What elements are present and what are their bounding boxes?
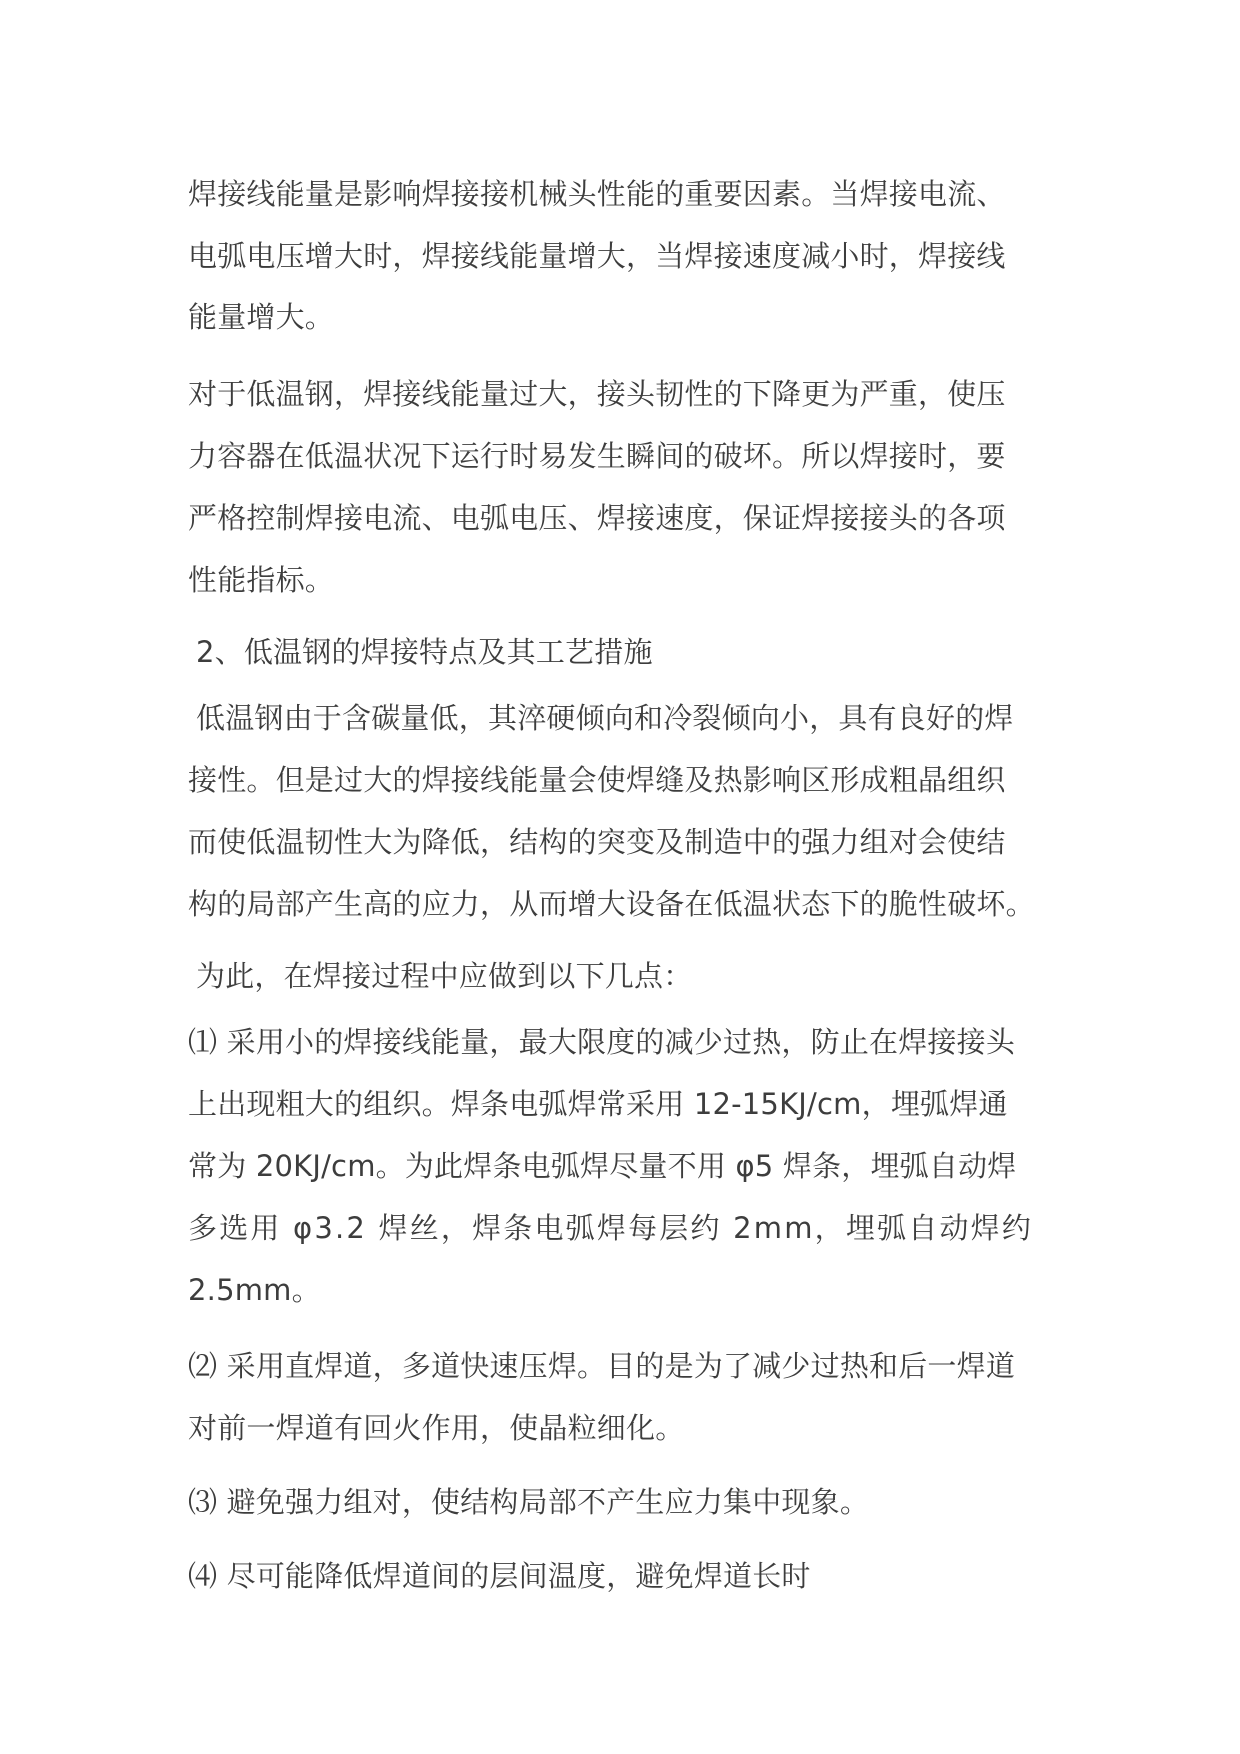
section-heading: 2、低温钢的焊接特点及其工艺措施 xyxy=(196,635,653,669)
list-item-line: ⑴ 采用小的焊接线能量，最大限度的减少过热，防止在焊接接头 xyxy=(188,1025,1016,1059)
list-item-line: ⑷ 尽可能降低焊道间的层间温度，避免焊道长时 xyxy=(188,1559,811,1593)
paragraph-line: 能量增大。 xyxy=(188,300,335,334)
paragraph-line: 低温钢由于含碳量低，其淬硬倾向和冷裂倾向小，具有良好的焊 xyxy=(196,701,1014,735)
list-item-line: 常为 20KJ/cm。为此焊条电弧焊尽量不用 φ5 焊条，埋弧自动焊 xyxy=(188,1149,1017,1183)
paragraph-line: 性能指标。 xyxy=(188,563,335,597)
list-item-line: 对前一焊道有回火作用，使晶粒细化。 xyxy=(188,1411,685,1445)
paragraph-line: 为此，在焊接过程中应做到以下几点： xyxy=(196,959,693,993)
paragraph-line: 电弧电压增大时，焊接线能量增大，当焊接速度减小时，焊接线 xyxy=(188,239,1006,273)
paragraph-line: 构的局部产生高的应力，从而增大设备在低温状态下的脆性破坏。 xyxy=(188,887,1035,921)
list-item-line: ⑶ 避免强力组对，使结构局部不产生应力集中现象。 xyxy=(188,1485,870,1519)
paragraph-line: 力容器在低温状况下运行时易发生瞬间的破坏。所以焊接时，要 xyxy=(188,439,1006,473)
paragraph-line: 对于低温钢，焊接线能量过大，接头韧性的下降更为严重，使压 xyxy=(188,377,1006,411)
paragraph-line: 严格控制焊接电流、电弧电压、焊接速度，保证焊接接头的各项 xyxy=(188,501,1006,535)
list-item-line: 多选用 φ3.2 焊丝，焊条电弧焊每层约 2mm，埋弧自动焊约 xyxy=(188,1211,1034,1245)
paragraph-line: 焊接线能量是影响焊接接机械头性能的重要因素。当焊接电流、 xyxy=(188,177,1006,211)
list-item-line: ⑵ 采用直焊道，多道快速压焊。目的是为了减少过热和后一焊道 xyxy=(188,1349,1016,1383)
paragraph-line: 而使低温韧性大为降低，结构的突变及制造中的强力组对会使结 xyxy=(188,825,1006,859)
list-item-line: 2.5mm。 xyxy=(188,1273,321,1307)
list-item-line: 上出现粗大的组织。焊条电弧焊常采用 12-15KJ/cm，埋弧焊通 xyxy=(188,1087,1008,1121)
paragraph-line: 接性。但是过大的焊接线能量会使焊缝及热影响区形成粗晶组织 xyxy=(188,763,1006,797)
